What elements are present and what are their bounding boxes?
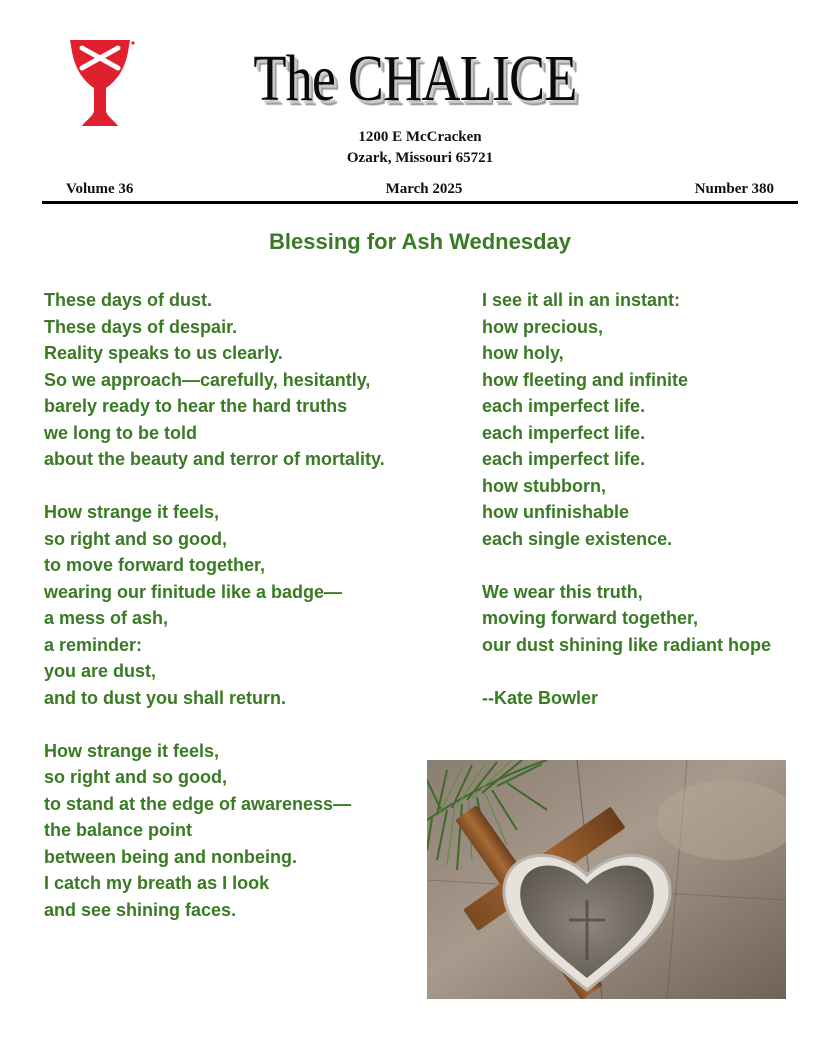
- poem-line: our dust shining like radiant hope: [482, 634, 772, 655]
- poem-line: a reminder:: [44, 634, 143, 655]
- poem-line: how precious,: [482, 316, 604, 337]
- issue-date: March 2025: [385, 181, 463, 197]
- poem-line: how holy,: [482, 343, 564, 363]
- poem-right-column: [482, 287, 822, 711]
- poem-line: the balance point: [44, 820, 193, 840]
- stanza-gap: [44, 711, 444, 738]
- poem-line: each single existence.: [482, 528, 673, 549]
- stanza-gap: [482, 552, 822, 579]
- poem-line: how unfinishable: [482, 502, 629, 522]
- poem-line: each imperfect life.: [482, 422, 646, 443]
- poem-line: How strange it feels,: [44, 740, 220, 761]
- poem-line: These days of dust.: [44, 290, 213, 310]
- poem-line: These days of despair.: [44, 316, 238, 337]
- poem-line: a mess of ash,: [44, 608, 169, 628]
- poem-line: wearing our finitude like a badge—: [44, 581, 343, 602]
- poem-line: and to dust you shall return.: [44, 687, 287, 708]
- poem-line: between being and nonbeing.: [44, 846, 298, 867]
- poem-line: so right and so good,: [44, 767, 227, 787]
- poem-line: Reality speaks to us clearly.: [44, 343, 283, 363]
- poem-line: we long to be told: [44, 422, 197, 443]
- poem-line: --Kate Bowler: [482, 687, 599, 708]
- ash-wednesday-photo: [427, 760, 786, 999]
- poem-line: to move forward together,: [44, 555, 266, 575]
- address-city: Ozark, Missouri 65721: [346, 150, 494, 166]
- issue-number: Number 380: [694, 181, 774, 197]
- poem-line: So we approach—carefully, hesitantly,: [44, 369, 371, 390]
- poem-line: each imperfect life.: [482, 449, 646, 469]
- poem-line: barely ready to hear the hard truths: [44, 396, 348, 416]
- poem-line: I catch my breath as I look: [44, 873, 270, 893]
- poem-line: I see it all in an instant:: [482, 290, 681, 310]
- poem-title: Blessing for Ash Wednesday: [269, 229, 571, 254]
- poem-line: and see shining faces.: [44, 899, 237, 920]
- poem-line: moving forward together,: [482, 608, 699, 628]
- poem-left-column: [44, 287, 444, 923]
- header-divider: [42, 201, 798, 204]
- address-street: 1200 E McCracken: [358, 129, 482, 145]
- newsletter-title: The CHALICE: [253, 42, 577, 115]
- poem-line: to stand at the edge of awareness—: [44, 793, 352, 814]
- poem-line: you are dust,: [44, 661, 157, 681]
- poem-line: how fleeting and infinite: [482, 369, 688, 390]
- poem-line: How strange it feels,: [44, 502, 220, 522]
- volume-label: Volume 36: [66, 181, 134, 197]
- poem-line: each imperfect life.: [482, 396, 646, 416]
- poem-line: how stubborn,: [482, 475, 606, 496]
- stanza-gap: [44, 473, 444, 500]
- poem-line: so right and so good,: [44, 528, 227, 549]
- stanza-gap: [482, 658, 822, 685]
- poem-line: about the beauty and terror of mortality.: [44, 449, 385, 469]
- poem-line: We wear this truth,: [482, 581, 643, 602]
